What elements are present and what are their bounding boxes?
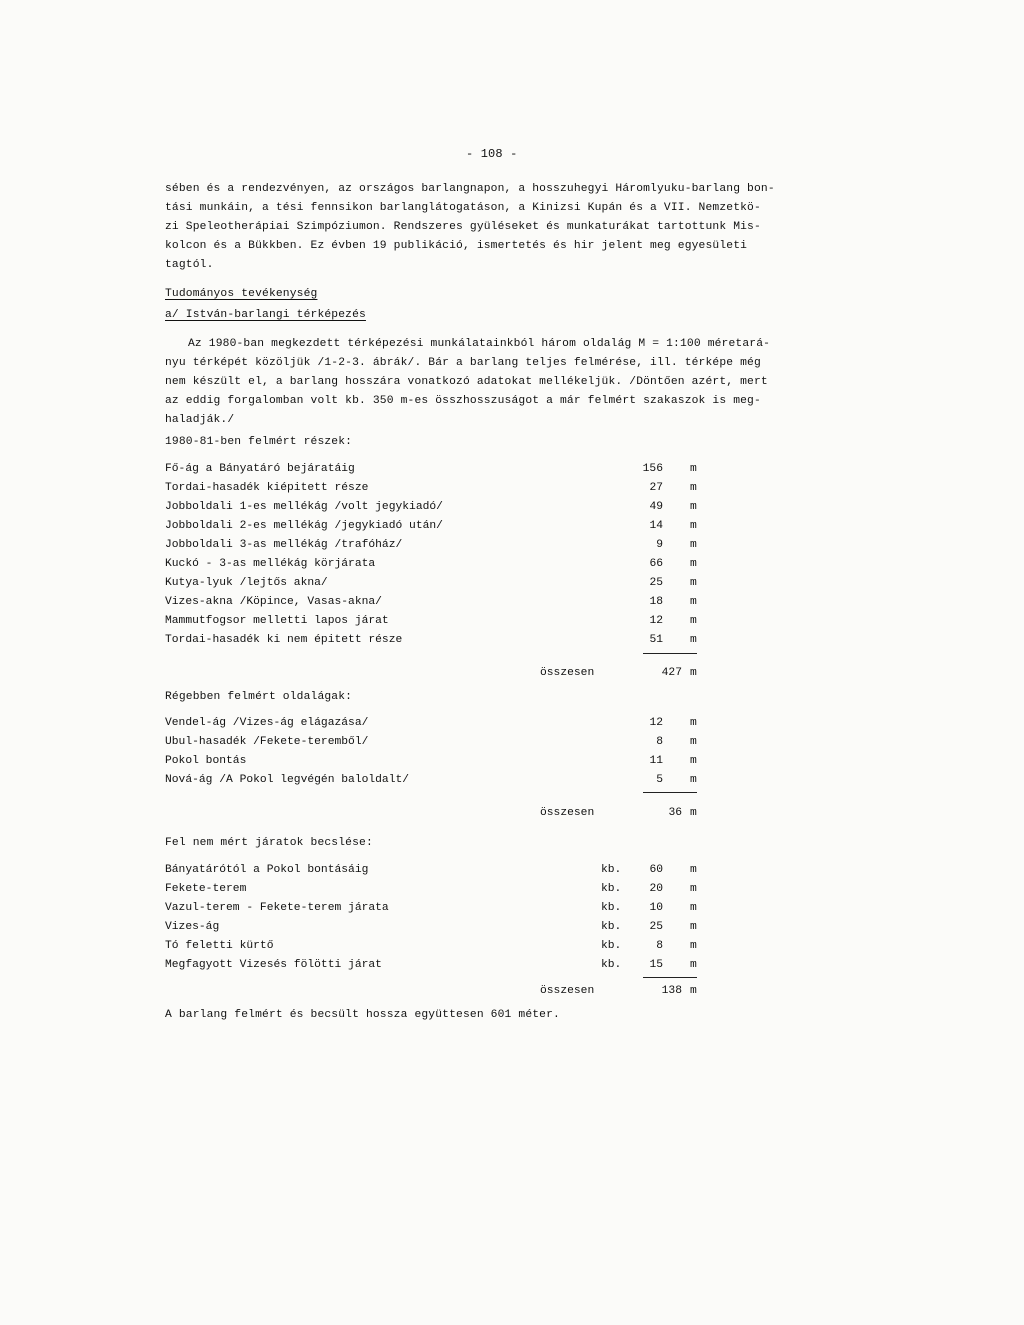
row-unit: m — [690, 736, 697, 748]
body-line: nem készült el, a barlang hosszára vonatkozó adatokat mellékeljük. /Döntően azért, mert — [165, 376, 768, 388]
row-unit: m — [690, 921, 697, 933]
table3-heading: Fel nem mért járatok becslése: — [165, 837, 373, 849]
row-prefix: kb. — [601, 959, 622, 971]
total-label: összesen — [540, 667, 595, 679]
row-prefix: kb. — [601, 921, 622, 933]
row-value: 12 — [649, 717, 663, 729]
row-unit: m — [690, 634, 697, 646]
row-label: Vizes-ág — [165, 921, 220, 933]
body-line: az eddig forgalomban volt kb. 350 m-es összhosszuságot a már felmért szakaszok is meg- — [165, 395, 761, 407]
row-label: Kuckó - 3-as mellékág körjárata — [165, 558, 376, 570]
row-unit: m — [690, 539, 697, 551]
row-label: Ubul-hasadék /Fekete-teremből/ — [165, 736, 369, 748]
row-value: 25 — [649, 921, 663, 933]
page-number: - 108 - — [466, 147, 518, 161]
table-row — [165, 557, 705, 571]
table-row — [165, 939, 705, 953]
row-label: Jobboldali 2-es mellékág /jegykiadó után/ — [165, 520, 443, 532]
row-label: Mammutfogsor melletti lapos járat — [165, 615, 389, 627]
row-value: 51 — [649, 634, 663, 646]
row-unit: m — [690, 940, 697, 952]
row-label: Fő-ág a Bányatáró bejáratáig — [165, 463, 355, 475]
row-value: 15 — [649, 959, 663, 971]
total-value: 138 — [661, 985, 682, 997]
row-label: Tó feletti kürtő — [165, 940, 274, 952]
total-unit: m — [690, 667, 697, 679]
table3-sum-rule — [643, 977, 697, 978]
body-line: haladják./ — [165, 414, 235, 426]
row-label: Megfagyott Vizesés fölötti járat — [165, 959, 382, 971]
total-unit: m — [690, 807, 697, 819]
row-value: 9 — [656, 539, 663, 551]
subsection-title: a/ István-barlangi térképezés — [165, 309, 366, 321]
row-value: 14 — [649, 520, 663, 532]
row-unit: m — [690, 755, 697, 767]
row-label: Tordai-hasadék kiépitett része — [165, 482, 369, 494]
table1-heading: 1980-81-ben felmért részek: — [165, 436, 353, 448]
row-unit: m — [690, 520, 697, 532]
table-row — [165, 901, 705, 915]
row-value: 8 — [656, 940, 663, 952]
table-row — [165, 633, 705, 647]
row-label: Tordai-hasadék ki nem épitett része — [165, 634, 403, 646]
row-label: Bányatárótól a Pokol bontásáig — [165, 864, 369, 876]
row-value: 156 — [642, 463, 663, 475]
table-row — [165, 958, 705, 972]
row-prefix: kb. — [601, 940, 622, 952]
intro-line: sében és a rendezvényen, az országos barlangnapon, a hosszuhegyi Háromlyuku-barlang bon- — [165, 183, 775, 195]
row-unit: m — [690, 501, 697, 513]
table-row — [165, 519, 705, 533]
row-label: Vizes-akna /Köpince, Vasas-akna/ — [165, 596, 382, 608]
intro-line: kolcon és a Bükkben. Ez évben 19 publikáció, ismertetés és hir jelent meg egyesületi — [165, 240, 748, 252]
table-row — [165, 882, 705, 896]
row-value: 8 — [656, 736, 663, 748]
row-label: Nová-ág /A Pokol legvégén baloldalt/ — [165, 774, 410, 786]
row-unit: m — [690, 883, 697, 895]
table-row — [165, 462, 705, 476]
row-unit: m — [690, 577, 697, 589]
row-unit: m — [690, 864, 697, 876]
table-row — [165, 595, 705, 609]
row-unit: m — [690, 774, 697, 786]
row-value: 66 — [649, 558, 663, 570]
body-line: Az 1980-ban megkezdett térképezési munkálatainkból három oldalág M = 1:100 méretará- — [188, 338, 771, 350]
row-label: Vendel-ág /Vizes-ág elágazása/ — [165, 717, 369, 729]
row-unit: m — [690, 596, 697, 608]
row-value: 60 — [649, 864, 663, 876]
row-label: Pokol bontás — [165, 755, 247, 767]
total-unit: m — [690, 985, 697, 997]
row-unit: m — [690, 558, 697, 570]
row-value: 20 — [649, 883, 663, 895]
intro-line: zi Speleotherápiai Szimpóziumon. Rendszeres gyüléseket és munkaturákat tartottunk Mis- — [165, 221, 761, 233]
row-unit: m — [690, 717, 697, 729]
conclusion-sentence: A barlang felmért és becsült hossza együttesen 601 méter. — [165, 1009, 560, 1021]
table2-sum-rule — [643, 792, 697, 793]
body-line: nyu térképét közöljük /1-2-3. ábrák/. Bár a barlang teljes felmérése, ill. térképe még — [165, 357, 761, 369]
total-label: összesen — [540, 985, 595, 997]
table1-sum-rule — [643, 653, 697, 654]
row-value: 10 — [649, 902, 663, 914]
intro-line: tagtól. — [165, 259, 214, 271]
row-prefix: kb. — [601, 883, 622, 895]
row-value: 5 — [656, 774, 663, 786]
total-value: 427 — [661, 667, 682, 679]
row-value: 11 — [649, 755, 663, 767]
row-prefix: kb. — [601, 902, 622, 914]
row-label: Jobboldali 3-as mellékág /trafóház/ — [165, 539, 403, 551]
intro-line: tási munkáin, a tési fennsikon barlanglátogatáson, a Kinizsi Kupán és a VII. Nemzetkö- — [165, 202, 761, 214]
row-value: 27 — [649, 482, 663, 494]
table-row — [165, 754, 705, 768]
total-label: összesen — [540, 807, 595, 819]
row-unit: m — [690, 482, 697, 494]
section-title: Tudományos tevékenység — [165, 288, 318, 300]
table-row — [165, 576, 705, 590]
row-unit: m — [690, 959, 697, 971]
row-label: Jobboldali 1-es mellékág /volt jegykiadó/ — [165, 501, 443, 513]
row-value: 12 — [649, 615, 663, 627]
row-label: Vazul-terem - Fekete-terem járata — [165, 902, 389, 914]
row-unit: m — [690, 902, 697, 914]
total-value: 36 — [668, 807, 682, 819]
row-value: 49 — [649, 501, 663, 513]
row-unit: m — [690, 463, 697, 475]
table-row — [165, 863, 705, 877]
row-unit: m — [690, 615, 697, 627]
row-label: Fekete-terem — [165, 883, 247, 895]
table2-heading: Régebben felmért oldalágak: — [165, 691, 353, 703]
table-row — [165, 538, 705, 552]
table-row — [165, 614, 705, 628]
table-row — [165, 735, 705, 749]
table-row — [165, 920, 705, 934]
table-row — [165, 716, 705, 730]
row-prefix: kb. — [601, 864, 622, 876]
table-row — [165, 773, 705, 787]
row-value: 18 — [649, 596, 663, 608]
table-row — [165, 500, 705, 514]
row-value: 25 — [649, 577, 663, 589]
row-label: Kutya-lyuk /lejtős akna/ — [165, 577, 328, 589]
table-row — [165, 481, 705, 495]
